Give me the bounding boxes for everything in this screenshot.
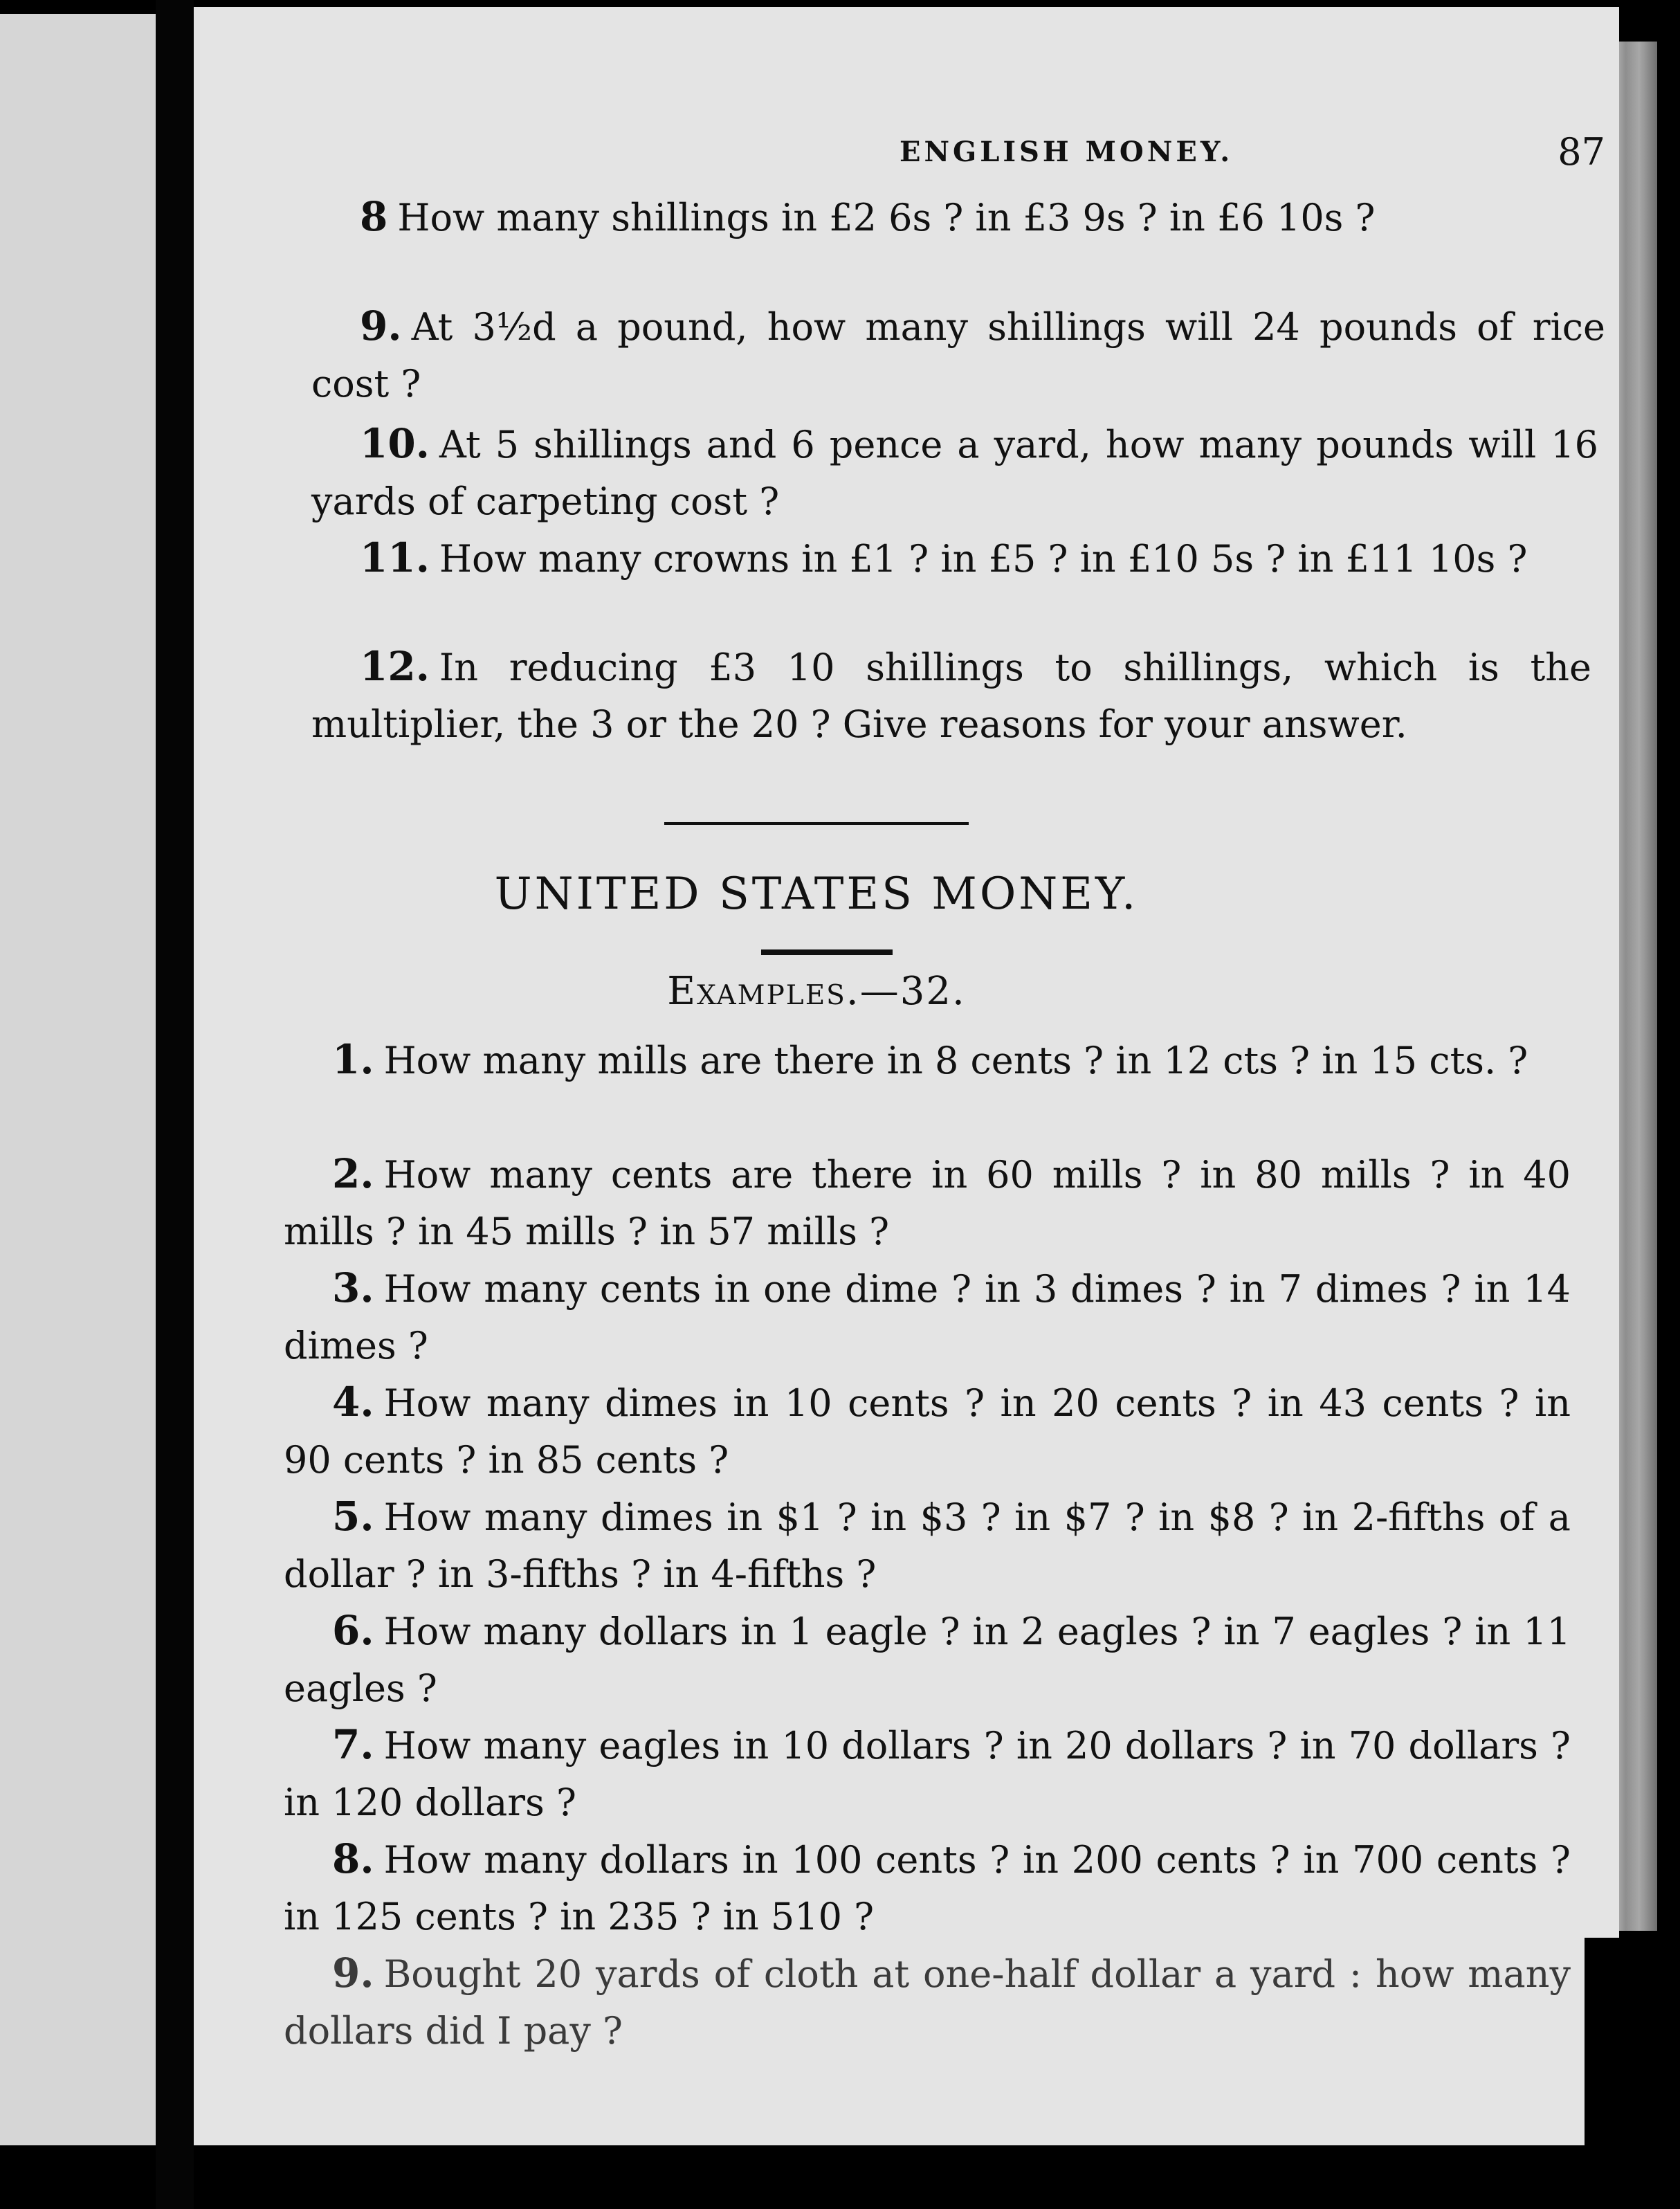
exercise-item xyxy=(311,529,1598,588)
example-item xyxy=(284,1945,1571,2060)
example-text: How many cents are there in 60 mills ? in 80 mills ? in 40 mills ? in 45 mills ? in 57 mills ? xyxy=(284,1153,1571,1253)
exercise-item xyxy=(311,638,1591,753)
book-page xyxy=(194,7,1619,2145)
example-item xyxy=(284,1488,1571,1603)
exercise-text: At 5 shillings and 6 pence a yard, how many pounds will 16 yards of carpeting cost ? xyxy=(311,423,1598,523)
exercise-number: 11. xyxy=(360,534,430,581)
example-text: How many dollars in 1 eagle ? in 2 eagles ? in 7 eagles ? in 11 eagles ? xyxy=(284,1610,1571,1710)
example-item xyxy=(284,1031,1571,1089)
example-text: How many mills are there in 8 cents ? in 12 cts ? in 15 cts. ? xyxy=(383,1039,1528,1082)
example-item xyxy=(284,1602,1571,1717)
example-text: How many dimes in 10 cents ? in 20 cents ? in 43 cents ? in 90 cents ? in 85 cents ? xyxy=(284,1381,1571,1482)
example-number: 2. xyxy=(332,1150,374,1197)
example-item xyxy=(284,1374,1571,1489)
exercise-number: 10. xyxy=(360,420,430,467)
scan-shadow xyxy=(1585,1938,1680,2209)
page-header xyxy=(692,130,1605,179)
example-number: 9. xyxy=(332,1949,374,1997)
example-item xyxy=(284,1145,1571,1260)
page-number: 87 xyxy=(1558,130,1605,174)
exercise-number: 12. xyxy=(360,643,430,690)
example-number: 8. xyxy=(332,1835,374,1882)
example-number: 6. xyxy=(332,1607,374,1654)
example-number: 1. xyxy=(332,1036,374,1083)
example-item xyxy=(284,1260,1571,1374)
exercise-item xyxy=(311,188,1605,246)
exercise-text: How many crowns in £1 ? in £5 ? in £10 5s ? in £11 10s ? xyxy=(439,537,1528,581)
exercise-text: In reducing £3 10 shillings to shillings, which is the multiplier, the 3 or the 20 ? Give reasons for your answer. xyxy=(311,646,1591,746)
example-text: Bought 20 yards of cloth at one-half dollar a yard : how many dollars did I pay ? xyxy=(284,1952,1571,2053)
example-number: 4. xyxy=(332,1379,374,1426)
example-number: 5. xyxy=(332,1493,374,1540)
example-text: How many dimes in $1 ? in $3 ? in $7 ? in $8 ? in 2-fifths of a dollar ? in 3-fifths ? in 4-fifths ? xyxy=(284,1496,1571,1596)
example-number: 7. xyxy=(332,1721,374,1768)
example-text: How many eagles in 10 dollars ? in 20 dollars ? in 70 dollars ? in 120 dollars ? xyxy=(284,1724,1571,1824)
title-underline xyxy=(761,949,893,955)
exercise-item xyxy=(311,415,1598,530)
examples-heading: Examples.—32. xyxy=(667,969,966,1014)
exercise-text: At 3½d a pound, how many shillings will 24 pounds of rice cost ? xyxy=(311,305,1605,406)
section-title: UNITED STATES MONEY. xyxy=(494,869,1139,920)
example-text: How many dollars in 100 cents ? in 200 cents ? in 700 cents ? in 125 cents ? in 235 ? in 510 ? xyxy=(284,1838,1571,1938)
example-item xyxy=(284,1716,1571,1831)
facing-page-edge xyxy=(0,14,156,2145)
exercise-number: 9. xyxy=(360,302,402,349)
exercise-number: 8 xyxy=(360,193,388,240)
example-number: 3. xyxy=(332,1264,374,1311)
exercise-item xyxy=(311,298,1605,412)
running-head: ENGLISH MONEY. xyxy=(900,136,1234,168)
section-divider xyxy=(664,822,969,825)
example-text: How many cents in one dime ? in 3 dimes ? in 7 dimes ? in 14 dimes ? xyxy=(284,1267,1571,1367)
example-item xyxy=(284,1830,1571,1945)
book-gutter xyxy=(156,0,194,2209)
exercise-text: How many shillings in £2 6s ? in £3 9s ? in £6 10s ? xyxy=(397,196,1376,239)
